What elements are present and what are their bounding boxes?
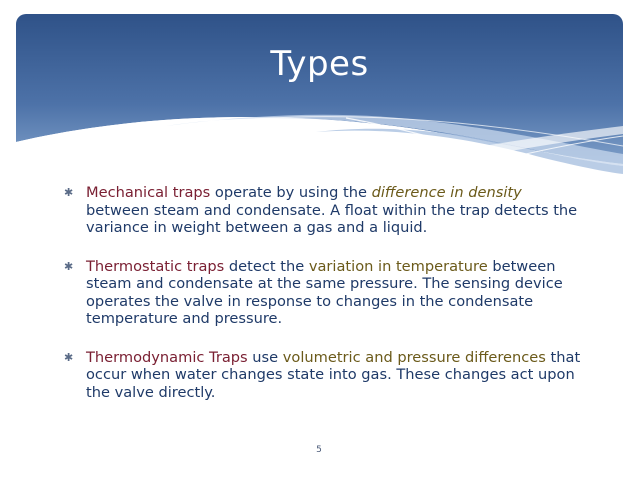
bullet-term: Thermodynamic Traps: [86, 348, 248, 366]
bullet-list: [64, 184, 584, 422]
page-number: 5: [316, 445, 322, 455]
bullet-text: use: [247, 348, 283, 366]
bullet-text: between steam and condensate. A float within the trap detects the variance in weight between a gas and a liquid.: [86, 201, 578, 236]
asterisk-icon: ✱: [64, 350, 74, 364]
title-banner: [16, 14, 623, 184]
asterisk-icon: ✱: [64, 259, 74, 273]
bullet-term: Mechanical traps: [86, 184, 211, 201]
bullet-text: detect the: [224, 257, 309, 275]
bullet-thermostatic-traps: [64, 258, 584, 328]
bullet-text: that occur when water changes state into gas. These changes act upon the valve directly.: [86, 348, 581, 401]
bullet-text: operate by using the: [210, 184, 372, 201]
bullet-mechanical-traps: [64, 184, 584, 237]
bullet-key-phrase: volumetric and pressure differences: [282, 348, 546, 366]
asterisk-icon: ✱: [64, 186, 74, 199]
slide-title: Types: [270, 44, 369, 84]
bullet-thermodynamic-traps: [64, 349, 584, 402]
bullet-key-phrase: variation in temperature: [308, 257, 488, 275]
bullet-term: Thermostatic traps: [86, 257, 225, 275]
wave-banner-graphic: [16, 14, 623, 184]
bullet-text: between steam and condensate at the same pressure. The sensing device operates the valve in response to changes in the condensate temperature and pressure.: [86, 257, 563, 327]
bullet-key-phrase: difference in density: [371, 184, 522, 201]
